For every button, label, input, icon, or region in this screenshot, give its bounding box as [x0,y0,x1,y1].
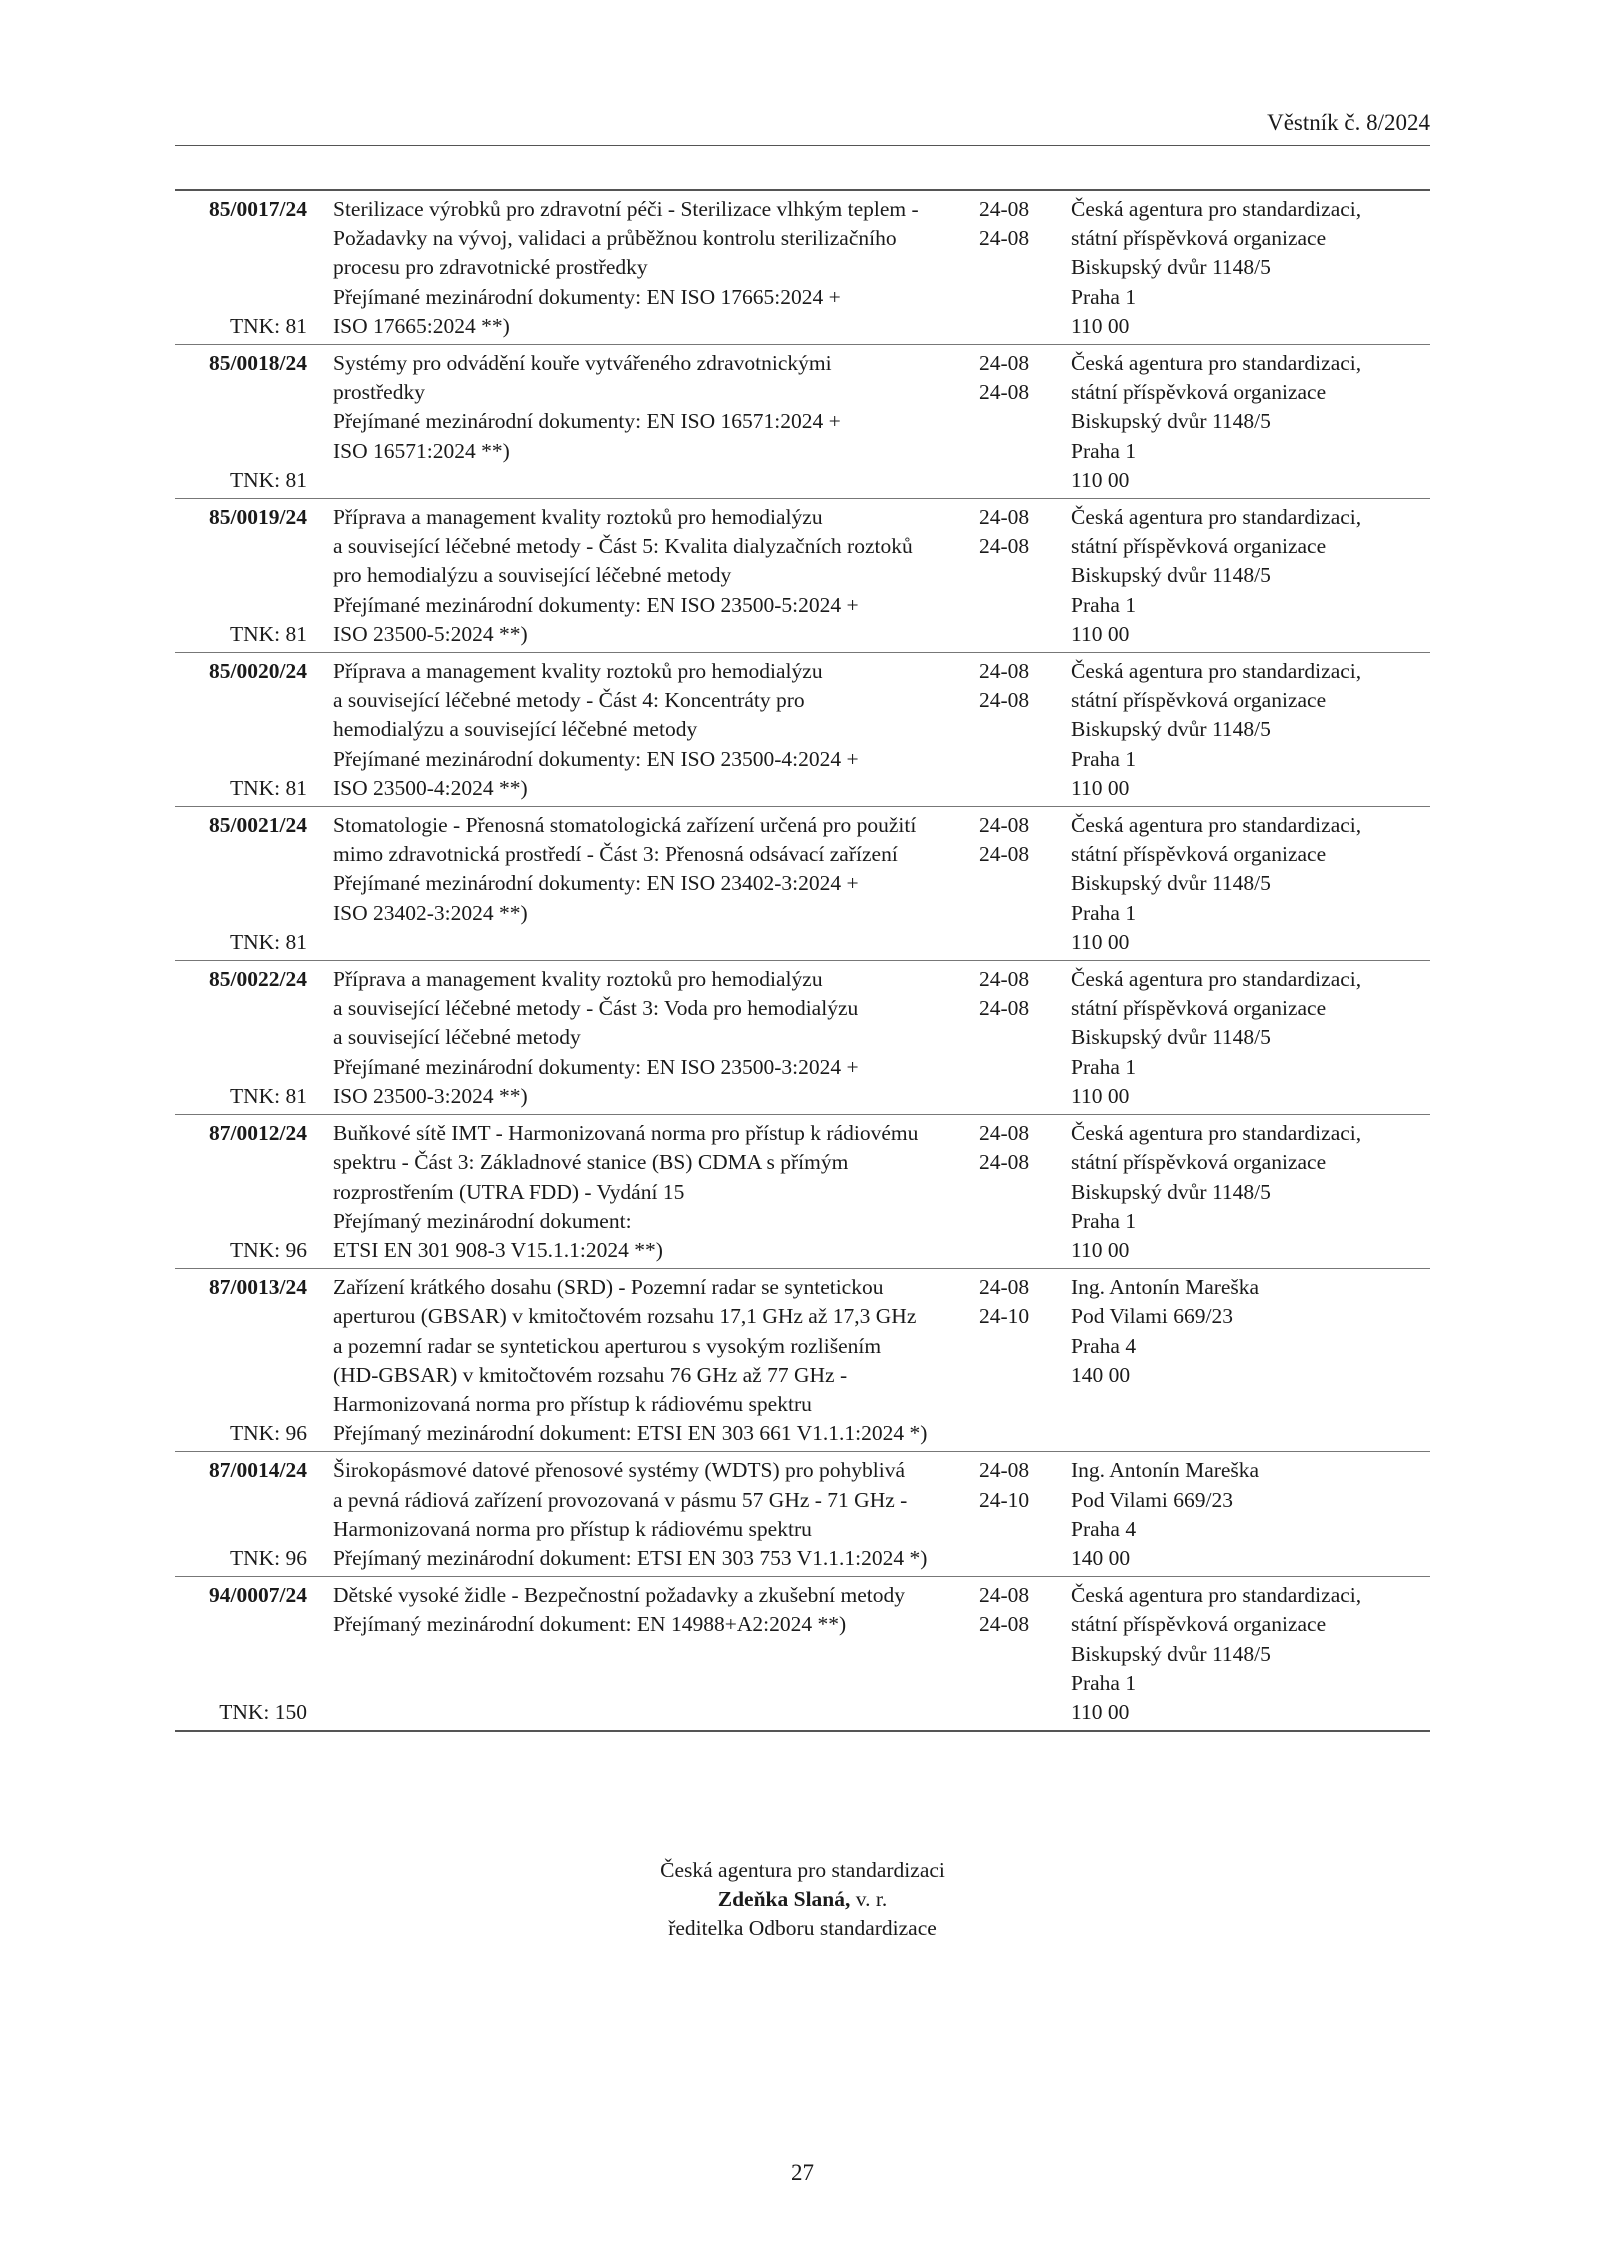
date-value: 24-08 [979,1275,1030,1300]
header-divider [175,145,1430,146]
signature-suffix: v. r. [850,1887,888,1911]
address-line: 140 00 [1071,1362,1131,1387]
table-row [175,807,1430,961]
title-line: Sterilizace výrobků pro zdravotní péči - Sterilizace vlhkým teplem - [333,197,919,221]
tnk-label: TNK: 81 [229,313,307,338]
date-value: 24-10 [979,1304,1030,1329]
tnk-label: TNK: 81 [229,621,307,646]
date-value: 24-08 [979,380,1030,405]
address-line: Česká agentura pro standardizaci, [1071,1121,1362,1146]
date-value: 24-08 [979,1583,1030,1608]
dates-cell [977,503,1071,649]
row-id-cell [175,1119,307,1265]
title-line: ISO 17665:2024 **) [333,313,510,338]
title-line: ISO 16571:2024 **) [333,438,510,463]
title-line: (HD-GBSAR) v kmitočtovém rozsahu 76 GHz až 77 GHz - [333,1362,848,1387]
address-line: Praha 1 [1071,592,1137,617]
dates-cell [977,195,1071,341]
date-value: 24-08 [979,842,1030,867]
address-line: státní příspěvková organizace [1071,380,1327,405]
title-line: Příprava a management kvality roztoků pro hemodialýzu [333,659,823,684]
table-row [175,345,1430,499]
address-line: 110 00 [1071,1083,1130,1108]
address-line: státní příspěvková organizace [1071,688,1327,713]
dates-cell [977,1456,1071,1573]
title-line: Přejímané mezinárodní dokumenty: EN ISO 17665:2024 + [333,284,841,309]
title-line: a související léčebné metody - Část 5: Kvalita dialyzačních roztoků [333,534,913,559]
title-line: Harmonizovaná norma pro přístup k rádiovému spektru [333,1391,812,1416]
row-id-cell [175,503,307,649]
title-line: ISO 23500-5:2024 **) [333,621,528,646]
processor-address-cell [1071,195,1430,341]
address-line: Česká agentura pro standardizaci, [1071,197,1362,221]
address-line: Pod Vilami 669/23 [1071,1487,1233,1512]
title-line: prostředky [333,380,425,405]
address-line: Biskupský dvůr 1148/5 [1071,1025,1271,1050]
table-row [175,653,1430,807]
standard-number: 85/0021/24 [209,813,307,838]
address-line: Ing. Antonín Mareška [1071,1458,1260,1483]
address-line: státní příspěvková organizace [1071,534,1327,559]
title-line: Přejímaný mezinárodní dokument: [333,1208,632,1233]
date-value: 24-08 [979,505,1030,530]
address-line: Biskupský dvůr 1148/5 [1071,1641,1271,1666]
address-line: Pod Vilami 669/23 [1071,1304,1233,1329]
date-value: 24-08 [979,1612,1030,1637]
standard-number: 85/0018/24 [209,351,307,376]
standard-title-cell [307,1273,977,1448]
table-row [175,499,1430,653]
dates-cell [977,1581,1071,1727]
table-row [175,1452,1430,1577]
processor-address-cell [1071,965,1430,1111]
standard-title-cell [307,195,977,341]
address-line: 110 00 [1071,929,1130,954]
tnk-label: TNK: 81 [229,929,307,954]
row-id-cell [175,965,307,1111]
title-line: Přejímané mezinárodní dokumenty: EN ISO 23402-3:2024 + [333,871,859,896]
table-row [175,961,1430,1115]
date-value: 24-08 [979,534,1030,559]
date-value: 24-08 [979,1150,1030,1175]
address-line: 110 00 [1071,467,1130,492]
address-line: Česká agentura pro standardizaci, [1071,351,1362,376]
address-line: Praha 4 [1071,1333,1137,1358]
signature-block [175,1856,1430,1943]
standard-number: 85/0019/24 [209,505,307,530]
title-line: Příprava a management kvality roztoků pro hemodialýzu [333,505,823,530]
title-line: ETSI EN 301 908-3 V15.1.1:2024 **) [333,1237,663,1262]
signature-role: ředitelka Odboru standardizace [668,1916,937,1940]
table-row [175,1269,1430,1452]
address-line: Biskupský dvůr 1148/5 [1071,717,1271,742]
title-line: a pozemní radar se syntetickou aperturou s vysokým rozlišením [333,1333,882,1358]
processor-address-cell [1071,349,1430,495]
standard-title-cell [307,503,977,649]
dates-cell [977,965,1071,1111]
address-line: Biskupský dvůr 1148/5 [1071,255,1271,280]
row-id-cell [175,1456,307,1573]
table-row [175,1115,1430,1269]
signature-org: Česká agentura pro standardizaci [660,1858,945,1882]
address-line: Praha 1 [1071,1054,1137,1079]
processor-address-cell [1071,1273,1430,1448]
standard-title-cell [307,965,977,1111]
standard-title-cell [307,1581,977,1727]
address-line: Praha 1 [1071,746,1137,771]
signature-name: Zdeňka Slaná, [717,1887,851,1911]
tnk-label: TNK: 96 [229,1421,307,1446]
row-id-cell [175,657,307,803]
dates-cell [977,811,1071,957]
title-line: pro hemodialýzu a související léčebné metody [333,563,732,588]
title-line: Systémy pro odvádění kouře vytvářeného zdravotnickými [333,351,832,376]
page-number: 27 [791,2160,814,2185]
address-line: 110 00 [1071,313,1130,338]
title-line: ISO 23500-3:2024 **) [333,1083,528,1108]
address-line: Ing. Antonín Mareška [1071,1275,1260,1300]
address-line: Biskupský dvůr 1148/5 [1071,563,1271,588]
address-line: Česká agentura pro standardizaci, [1071,967,1362,992]
title-line: Přejímané mezinárodní dokumenty: EN ISO 23500-3:2024 + [333,1054,859,1079]
title-line: Dětské vysoké židle - Bezpečnostní požadavky a zkušební metody [333,1583,905,1608]
tnk-label: TNK: 81 [229,1083,307,1108]
page-header: Věstník č. 8/2024 [1267,110,1430,135]
address-line: Praha 1 [1071,1208,1137,1233]
tnk-label: TNK: 81 [229,775,307,800]
address-line: státní příspěvková organizace [1071,1150,1327,1175]
date-value: 24-08 [979,1458,1030,1483]
address-line: Biskupský dvůr 1148/5 [1071,409,1271,434]
tnk-label: TNK: 96 [229,1545,307,1570]
standard-title-cell [307,1119,977,1265]
standard-title-cell [307,1456,977,1573]
date-value: 24-08 [979,967,1030,992]
dates-cell [977,349,1071,495]
title-line: Přejímaný mezinárodní dokument: EN 14988+A2:2024 **) [333,1612,847,1637]
row-id-cell [175,195,307,341]
title-line: a pevná rádiová zařízení provozovaná v pásmu 57 GHz - 71 GHz - [333,1487,908,1512]
address-line: státní příspěvková organizace [1071,842,1327,867]
address-line: Česká agentura pro standardizaci, [1071,813,1362,838]
title-line: Stomatologie - Přenosná stomatologická zařízení určená pro použití [333,813,917,838]
row-id-cell [175,349,307,495]
date-value: 24-08 [979,1121,1030,1146]
address-line: 110 00 [1071,621,1130,646]
table-row [175,191,1430,345]
title-line: Zařízení krátkého dosahu (SRD) - Pozemní radar se syntetickou [333,1275,884,1300]
title-line: ISO 23402-3:2024 **) [333,900,528,925]
standard-number: 85/0020/24 [209,659,307,684]
dates-cell [977,1273,1071,1448]
date-value: 24-08 [979,226,1030,251]
standard-title-cell [307,657,977,803]
standard-number: 87/0012/24 [209,1121,307,1146]
title-line: a související léčebné metody - Část 4: Koncentráty pro [333,688,805,713]
standards-table [175,189,1430,1732]
tnk-label: TNK: 150 [219,1699,307,1724]
standard-number: 94/0007/24 [209,1583,307,1608]
address-line: Česká agentura pro standardizaci, [1071,1583,1362,1608]
address-line: státní příspěvková organizace [1071,226,1327,251]
processor-address-cell [1071,657,1430,803]
address-line: 110 00 [1071,1237,1130,1262]
title-line: Přejímaný mezinárodní dokument: ETSI EN 303 661 V1.1.1:2024 *) [333,1421,928,1446]
title-line: a související léčebné metody - Část 3: Voda pro hemodialýzu [333,996,859,1021]
title-line: Požadavky na vývoj, validaci a průběžnou kontrolu sterilizačního [333,226,897,251]
title-line: Příprava a management kvality roztoků pro hemodialýzu [333,967,823,992]
date-value: 24-08 [979,197,1030,221]
tnk-label: TNK: 81 [229,467,307,492]
processor-address-cell [1071,503,1430,649]
processor-address-cell [1071,1456,1430,1573]
standard-title-cell [307,349,977,495]
title-line: Přejímané mezinárodní dokumenty: EN ISO 23500-5:2024 + [333,592,859,617]
date-value: 24-10 [979,1487,1030,1512]
address-line: státní příspěvková organizace [1071,1612,1327,1637]
address-line: Praha 1 [1071,1670,1137,1695]
address-line: Praha 4 [1071,1516,1137,1541]
address-line: Praha 1 [1071,438,1137,463]
date-value: 24-08 [979,688,1030,713]
address-line: 110 00 [1071,775,1130,800]
title-line: Harmonizovaná norma pro přístup k rádiovému spektru [333,1516,812,1541]
row-id-cell [175,1273,307,1448]
tnk-label: TNK: 96 [229,1237,307,1262]
title-line: Širokopásmové datové přenosové systémy (WDTS) pro pohyblivá [333,1458,906,1483]
address-line: státní příspěvková organizace [1071,996,1327,1021]
title-line: hemodialýzu a související léčebné metody [333,717,698,742]
address-line: Praha 1 [1071,284,1137,309]
title-line: rozprostřením (UTRA FDD) - Vydání 15 [333,1179,685,1204]
processor-address-cell [1071,811,1430,957]
title-line: Přejímaný mezinárodní dokument: ETSI EN 303 753 V1.1.1:2024 *) [333,1545,928,1570]
address-line: 110 00 [1071,1699,1130,1724]
standard-number: 85/0022/24 [209,967,307,992]
date-value: 24-08 [979,813,1030,838]
title-line: Buňkové sítě IMT - Harmonizovaná norma pro přístup k rádiovému [333,1121,919,1146]
dates-cell [977,657,1071,803]
title-line: ISO 23500-4:2024 **) [333,775,528,800]
address-line: Biskupský dvůr 1148/5 [1071,871,1271,896]
row-id-cell [175,1581,307,1727]
title-line: mimo zdravotnická prostředí - Část 3: Přenosná odsávací zařízení [333,842,898,867]
address-line: Česká agentura pro standardizaci, [1071,505,1362,530]
date-value: 24-08 [979,659,1030,684]
dates-cell [977,1119,1071,1265]
address-line: 140 00 [1071,1545,1131,1570]
title-line: Přejímané mezinárodní dokumenty: EN ISO 16571:2024 + [333,409,841,434]
title-line: a související léčebné metody [333,1025,581,1050]
title-line: procesu pro zdravotnické prostředky [333,255,648,280]
processor-address-cell [1071,1581,1430,1727]
row-id-cell [175,811,307,957]
date-value: 24-08 [979,351,1030,376]
address-line: Česká agentura pro standardizaci, [1071,659,1362,684]
standard-number: 85/0017/24 [209,197,307,221]
processor-address-cell [1071,1119,1430,1265]
signature-line [175,1885,1430,1914]
address-line: Praha 1 [1071,900,1137,925]
standard-number: 87/0013/24 [209,1275,307,1300]
standard-number: 87/0014/24 [209,1458,307,1483]
title-line: Přejímané mezinárodní dokumenty: EN ISO 23500-4:2024 + [333,746,859,771]
title-line: spektru - Část 3: Základnové stanice (BS) CDMA s přímým [333,1150,849,1175]
address-line: Biskupský dvůr 1148/5 [1071,1179,1271,1204]
table-row [175,1577,1430,1732]
date-value: 24-08 [979,996,1030,1021]
standard-title-cell [307,811,977,957]
title-line: aperturou (GBSAR) v kmitočtovém rozsahu 17,1 GHz až 17,3 GHz [333,1304,917,1329]
